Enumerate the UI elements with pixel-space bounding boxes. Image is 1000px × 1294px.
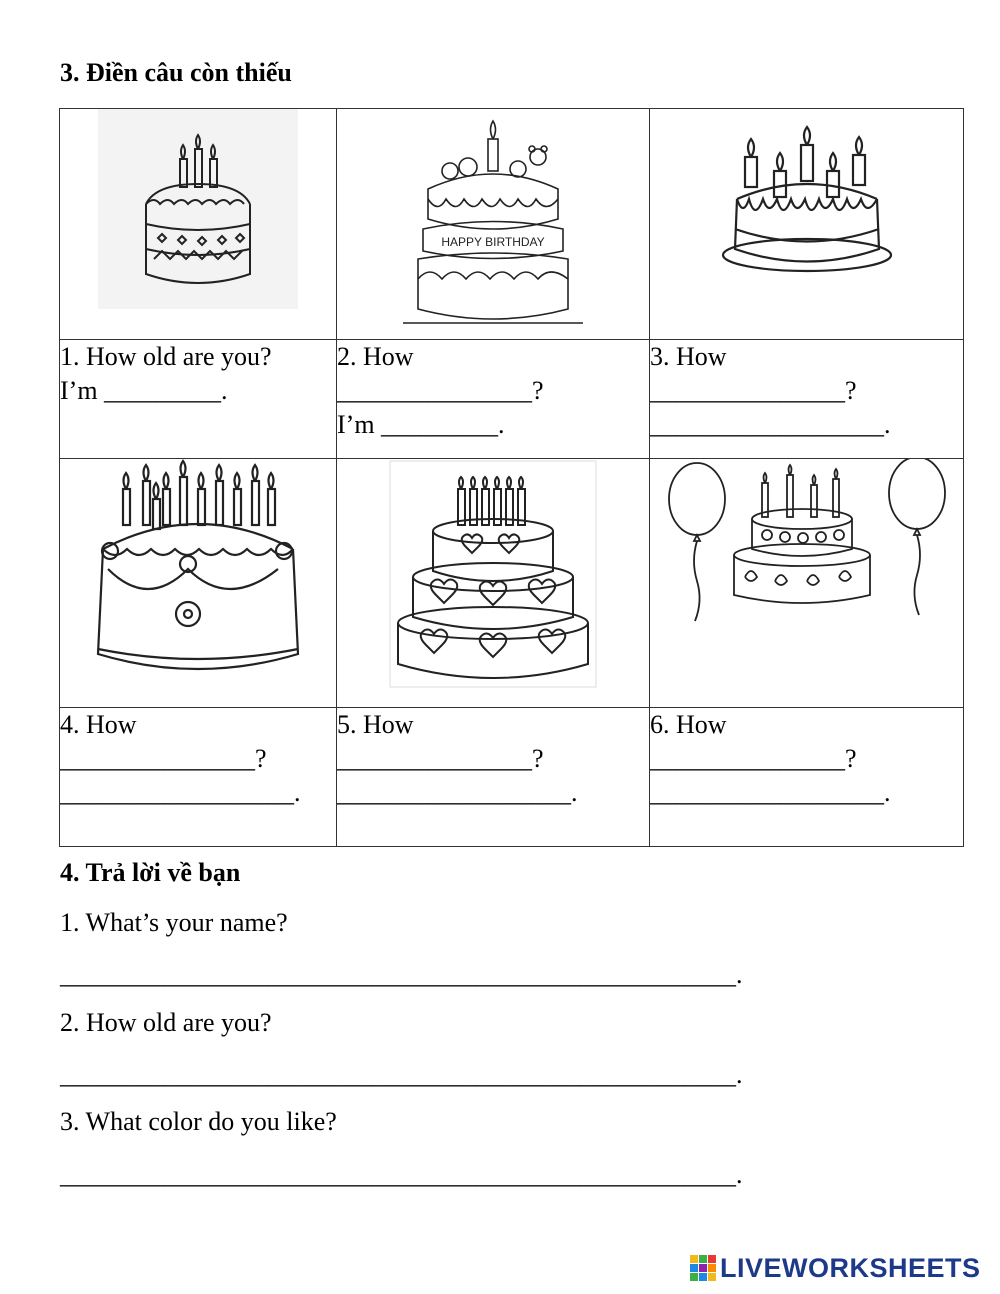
cake-image-cell-2 bbox=[337, 109, 650, 340]
item-answer-blank[interactable]: __________________. bbox=[650, 410, 891, 439]
exercise-item-5 bbox=[337, 708, 650, 847]
section-4-title: 4. Trả lời về bạn bbox=[60, 858, 241, 887]
item-question: 6. How bbox=[650, 710, 727, 739]
answer-line-3[interactable]: ____________________________________________________. bbox=[60, 1160, 743, 1189]
item-question: 1. How old are you? bbox=[60, 342, 272, 371]
cake-image-cell-6 bbox=[650, 459, 964, 708]
birthday-cake-3-candles-icon bbox=[98, 109, 298, 309]
exercise-item-4 bbox=[60, 708, 337, 847]
answer-line-1[interactable]: ____________________________________________________. bbox=[60, 960, 743, 989]
item-question: 4. How bbox=[60, 710, 137, 739]
liveworksheets-logo[interactable] bbox=[690, 1250, 981, 1286]
three-tier-heart-cake-6-candles-icon bbox=[388, 459, 598, 689]
question-1: 1. What’s your name? bbox=[60, 908, 288, 937]
item-question: 2. How bbox=[337, 342, 414, 371]
item-question-blank[interactable]: _______________? bbox=[60, 744, 267, 773]
exercise-item-1 bbox=[60, 340, 337, 459]
exercise-item-3 bbox=[650, 340, 964, 459]
answer-line-2[interactable]: ____________________________________________________. bbox=[60, 1060, 743, 1089]
cake-10-candles-icon bbox=[88, 459, 308, 679]
question-2: 2. How old are you? bbox=[60, 1008, 272, 1037]
happy-birthday-tiered-cake-icon bbox=[398, 109, 588, 329]
cake-5-candles-icon bbox=[717, 109, 897, 279]
cake-image-cell-5 bbox=[337, 459, 650, 708]
cake-image-cell-3 bbox=[650, 109, 964, 340]
cake-image-cell-1 bbox=[60, 109, 337, 340]
item-question: 3. How bbox=[650, 342, 727, 371]
item-answer-blank[interactable]: __________________. bbox=[650, 778, 891, 807]
exercise-item-6 bbox=[650, 708, 964, 847]
item-question-blank[interactable]: _______________? bbox=[337, 744, 544, 773]
item-answer-blank[interactable]: I’m _________. bbox=[60, 376, 228, 405]
liveworksheets-logo-icon bbox=[690, 1255, 716, 1281]
exercise-item-2 bbox=[337, 340, 650, 459]
item-question-blank[interactable]: _______________? bbox=[650, 376, 857, 405]
section-3-title: 3. Điền câu còn thiếu bbox=[60, 58, 292, 87]
cake-caption: HAPPY BIRTHDAY bbox=[441, 235, 545, 249]
item-question-blank[interactable]: _______________? bbox=[337, 376, 544, 405]
item-question: 5. How bbox=[337, 710, 414, 739]
item-answer-blank[interactable]: __________________. bbox=[337, 778, 578, 807]
item-answer-blank[interactable]: __________________. bbox=[60, 778, 301, 807]
item-answer-blank[interactable]: I’m _________. bbox=[337, 410, 505, 439]
logo-text: LIVEWORKSHEETS bbox=[720, 1252, 981, 1283]
cake-image-cell-4 bbox=[60, 459, 337, 708]
question-3: 3. What color do you like? bbox=[60, 1107, 337, 1136]
cake-with-balloons-4-candles-icon bbox=[667, 459, 947, 639]
exercise-3-table bbox=[59, 108, 964, 847]
item-question-blank[interactable]: _______________? bbox=[650, 744, 857, 773]
